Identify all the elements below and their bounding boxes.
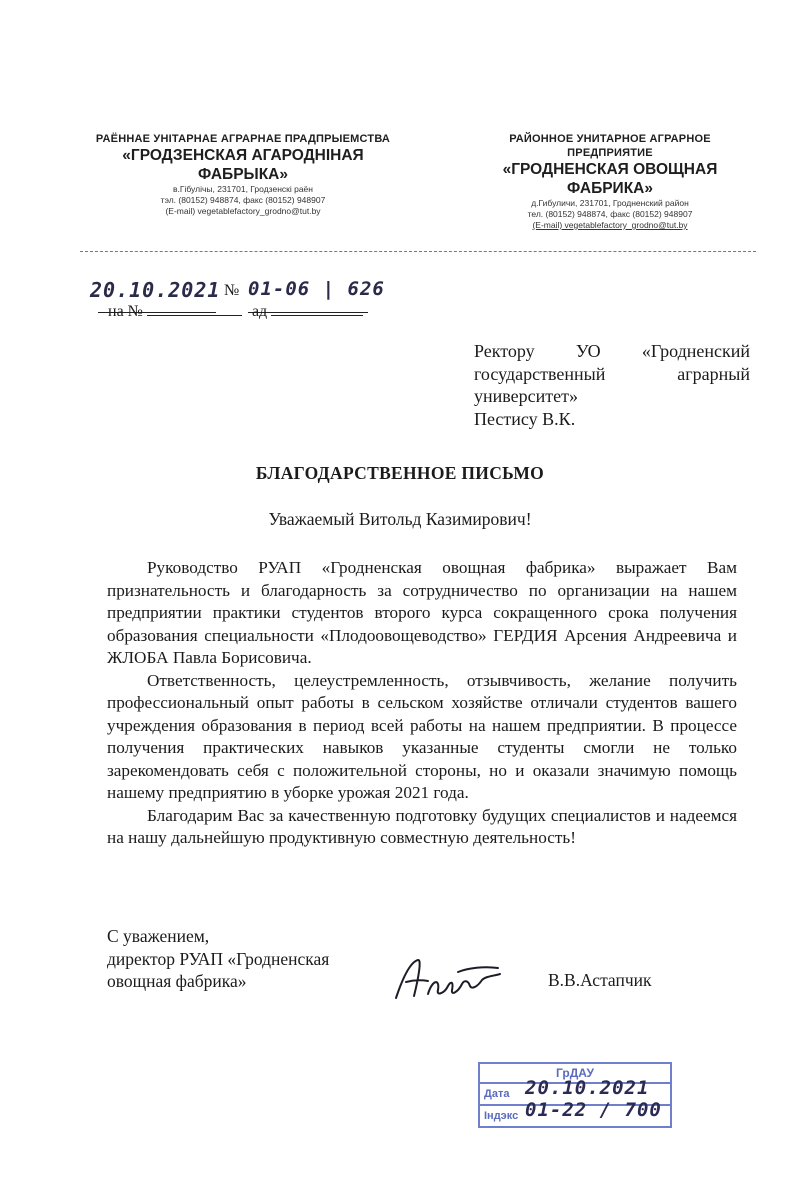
reference-mid: ад <box>251 303 268 320</box>
letterhead-left <box>78 132 408 217</box>
addressee-line-4: Пестису В.К. <box>474 408 576 429</box>
reference-line <box>108 301 408 321</box>
stamp-index-row <box>480 1099 670 1126</box>
email-by: (E-mail) vegetablefactory_grodno@tut.by <box>165 206 321 216</box>
header-divider <box>80 251 756 252</box>
phone-by: тэл. (80152) 948874, факс (80152) 948907 <box>160 195 326 205</box>
letterhead-right <box>452 132 768 231</box>
stamp-index-label: Індэкс <box>484 1110 519 1122</box>
stamp-date-label: Дата <box>484 1088 510 1100</box>
letter-title: БЛАГОДАРСТВЕННОЕ ПИСЬМО <box>255 463 545 483</box>
paragraph-2: Ответственность, целеустремленность, отзывчивость, желание получить профессиональный опыт работы в сельском хозяйстве отличали студентов вашего учреждения образования в период всей работы на нашем предприятии. В процессе получения практических навыков указанные студенты смогли не только зарекомендовать себя с положительной стороны, но и оказали значимую помощь нашему предприятию в уборке урожая 2021 года. <box>107 670 737 802</box>
org-type-ru-2: ПРЕДПРИЯТИЕ <box>567 147 653 159</box>
handwritten-date: 20.10.2021 <box>90 278 221 302</box>
addressee-block <box>474 340 750 430</box>
org-name-by-1: «ГРОДЗЕНСКАЯ АГАРОДНІНАЯ <box>122 147 364 164</box>
signer-name: В.В.Астапчик <box>548 970 652 990</box>
paragraph-3: Благодарим Вас за качественную подготовку будущих специалистов и надеемся на нашу дальнейшую продуктивную совместную деятельность! <box>107 805 737 847</box>
stamp-date-value: 20.10.2021 <box>525 1077 650 1099</box>
reference-blank-1 <box>147 301 242 316</box>
org-name-by-2: ФАБРЫКА» <box>198 166 288 183</box>
addressee-line-3: университет» <box>474 386 578 406</box>
addressee-line-2: государственный аграрный <box>474 363 750 384</box>
closing-position-1: директор РУАП «Гродненская <box>107 948 330 969</box>
registration-stamp <box>478 1062 672 1128</box>
reference-prefix: на № <box>108 303 143 320</box>
letter-body <box>107 557 737 850</box>
stamp-index-value: 01-22 / 700 <box>525 1099 662 1121</box>
email-ru: (E-mail) vegetablefactory_grodno@tut.by <box>532 220 688 230</box>
addressee-line-1: Ректору УО «Гродненский <box>474 341 750 361</box>
org-type-by: РАЁННАЕ УНІТАРНАЕ АГРАРНАЕ ПРАДПРЫЕМСТВА <box>95 133 391 145</box>
stamp-org: ГрДАУ <box>480 1064 670 1084</box>
number-sign: № <box>224 282 240 299</box>
closing-position-2: овощная фабрика» <box>107 971 247 991</box>
org-type-ru: РАЙОННОЕ УНИТАРНОЕ АГРАРНОЕ <box>509 133 711 145</box>
salutation: Уважаемый Витольд Казимирович! <box>268 509 532 529</box>
address-ru: д.Гибуличи, 231701, Гродненский район <box>531 198 689 208</box>
signature-image <box>388 950 508 1010</box>
phone-ru: тел. (80152) 948874, факс (80152) 948907 <box>527 209 693 219</box>
handwritten-number: 01-06 | 626 <box>248 278 385 300</box>
org-name-ru-1: «ГРОДНЕНСКАЯ ОВОЩНАЯ <box>502 161 718 178</box>
closing-block <box>107 925 329 993</box>
org-name-ru-2: ФАБРИКА» <box>567 180 653 197</box>
closing-regards: С уважением, <box>107 926 210 946</box>
address-by: в.Гібулічы, 231701, Гродзенскі раён <box>173 184 313 194</box>
paragraph-1: Руководство РУАП «Гродненская овощная фабрика» выражает Вам признательность и благодарность за сотрудничество по организации на нашем предприятии практики студентов второго курса сокращенного срока получения образования специальности «Плодоовощеводство» ГЕРДИЯ Арсения Андреевича и ЖЛОБА Павла Борисовича. <box>107 558 737 667</box>
reference-blank-2 <box>271 301 363 316</box>
